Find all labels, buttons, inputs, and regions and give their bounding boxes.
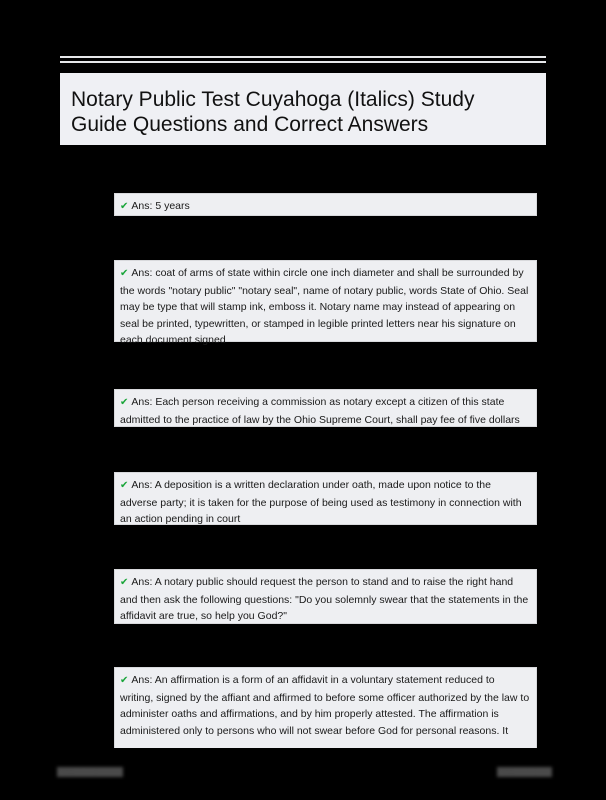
check-icon: ✔	[120, 577, 129, 588]
footer-right: Page 1 of 5	[497, 767, 552, 777]
answer-text: Ans: 5 years	[131, 200, 190, 212]
footer-left: Page Footer	[57, 767, 123, 777]
answer-box	[114, 569, 537, 624]
top-rule-2	[60, 61, 546, 63]
check-icon: ✔	[120, 480, 129, 491]
answer-box	[114, 193, 537, 216]
check-icon: ✔	[120, 268, 129, 279]
check-icon: ✔	[120, 675, 129, 686]
answer-box	[114, 260, 537, 346]
answer-text: Ans: Each person receiving a commission as notary except a citizen of this state admitted to the practice of law by the Ohio Supreme Court, shall pay fee of five dollars	[120, 396, 520, 426]
check-icon: ✔	[120, 201, 129, 212]
answer-text: Ans: A deposition is a written declaration under oath, made upon notice to the adverse party; it is taken for the purpose of being used as testimony in connection with an action pending in court	[120, 479, 522, 525]
top-rule-1	[60, 56, 546, 58]
page-title: Notary Public Test Cuyahoga (Italics) Study Guide Questions and Correct Answers	[71, 88, 475, 136]
answer-text: Ans: An affirmation is a form of an affidavit in a voluntary statement reduced to writing, signed by the affiant and affirmed to before some officer authorized by the law to administer oaths and affirmations, and by him properly attested. The affirmation is administered only to persons who will not swear before God for personal reasons. It	[120, 674, 530, 737]
answer-text: Ans: A notary public should request the person to stand and to raise the right hand and then ask the following questions: "Do you solemnly swear that the statements in the affidavit are true, so help you God?"	[120, 576, 529, 622]
title-box	[60, 73, 546, 145]
answer-box	[114, 389, 537, 427]
answer-text: Ans: coat of arms of state within circle one inch diameter and shall be surrounded by the words "notary public" "notary seal", name of notary public, words State of Ohio. Seal may be type that will stamp ink, emboss it. Notary name may instead of appearing on seal be printed, typewritten, or stamped in legible printed letters near his signature on each document signed	[120, 267, 529, 346]
answer-box	[114, 667, 537, 748]
answer-box	[114, 472, 537, 525]
check-icon: ✔	[120, 397, 129, 408]
